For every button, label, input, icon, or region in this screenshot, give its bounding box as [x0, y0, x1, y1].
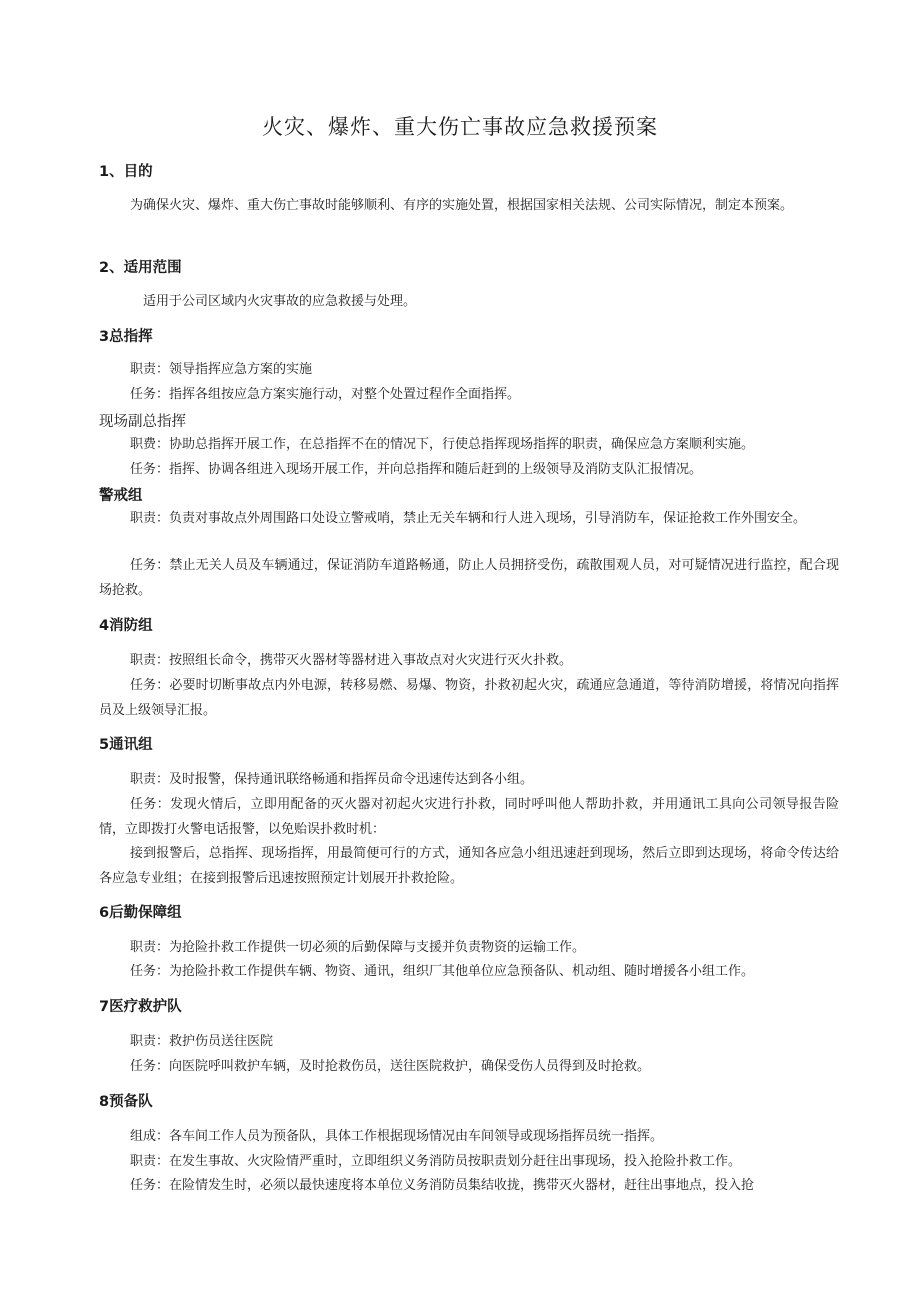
section-4-heading: 4消防组 [99, 618, 153, 634]
section-3-task: 任务：指挥各组按应急方案实施行动，对整个处置过程作全面指挥。 [130, 387, 521, 402]
section-4-duty: 职责：按照组长命令，携带灭火器材等器材进入事故点对火灾进行灭火扑救。 [130, 653, 573, 668]
section-6-heading: 6后勤保障组 [99, 905, 182, 921]
section-2-paragraph: 适用于公司区域内火灾事故的应急救援与处理。 [143, 294, 417, 309]
section-4-task: 任务：必要时切断事故点内外电源，转移易燃、易爆、物资，扑救初起火灾，疏通应急通道，等待消防增援，将情况向指挥员及上级领导汇报。 [99, 678, 839, 718]
deputy-commander-heading: 现场副总指挥 [99, 414, 186, 430]
guard-group-heading: 警戒组 [99, 488, 143, 504]
section-7-heading: 7医疗救护队 [99, 999, 182, 1015]
section-1-paragraph: 为确保火灾、爆炸、重大伤亡事故时能够顺利、有序的实施处置，根据国家相关法规、公司实际情况，制定本预案。 [130, 198, 794, 213]
guard-group-task: 任务：禁止无关人员及车辆通过，保证消防车道路畅通，防止人员拥挤受伤，疏散围观人员，对可疑情况进行监控，配合现场抢救。 [99, 558, 839, 598]
section-6-duty: 职责：为抢险扑救工作提供一切必须的后勤保障与支援并负责物资的运输工作。 [130, 940, 586, 955]
guard-group-duty: 职责：负责对事故点外周围路口处设立警戒哨，禁止无关车辆和行人进入现场，引导消防车，保证抢救工作外围安全。 [130, 511, 807, 526]
section-5-heading: 5通讯组 [99, 737, 153, 753]
section-5-task: 任务：发现火情后，立即用配备的灭火器对初起火灾进行扑救，同时呼叫他人帮助扑救，并用通讯工具向公司领导报告险情，立即拨打火警电话报警，以免贻误扑救时机： [99, 797, 839, 837]
deputy-commander-task: 任务：指挥、协调各组进入现场开展工作，并向总指挥和随后赶到的上级领导及消防支队汇报情况。 [130, 462, 703, 477]
section-6-task: 任务：为抢险扑救工作提供车辆、物资、通讯，组织厂其他单位应急预备队、机动组、随时增援各小组工作。 [130, 964, 755, 979]
section-5-procedure: 接到报警后，总指挥、现场指挥，用最简便可行的方式，通知各应急小组迅速赶到现场，然后立即到达现场，将命令传达给各应急专业组；在接到报警后迅速按照预定计划展开扑救抢险。 [99, 846, 839, 886]
section-2-heading: 2、适用范围 [99, 260, 182, 276]
document-title: 火灾、爆炸、重大伤亡事故应急救援预案 [262, 115, 658, 139]
section-1-heading: 1、目的 [99, 164, 153, 180]
section-3-heading: 3总指挥 [99, 329, 153, 345]
section-8-task: 任务：在险情发生时，必须以最快速度将本单位义务消防员集结收拢，携带灭火器材，赶往出事地点，投入抢 [130, 1178, 755, 1193]
section-3-duty: 职责：领导指挥应急方案的实施 [130, 362, 313, 377]
section-7-duty: 职责：救护伤员送往医院 [130, 1034, 274, 1049]
section-8-heading: 8预备队 [99, 1094, 153, 1110]
section-7-task: 任务：向医院呼叫救护车辆，及时抢救伤员，送往医院救护，确保受伤人员得到及时抢救。 [130, 1059, 651, 1074]
deputy-commander-duty: 职费：协助总指挥开展工作，在总指挥不在的情况下，行使总指挥现场指挥的职责，确保应急方案顺利实施。 [130, 437, 755, 452]
section-8-duty: 职责：在发生事故、火灾险情严重时，立即组织义务消防员按职责划分赶往出事现场，投入抢险扑救工作。 [130, 1154, 742, 1169]
section-5-duty: 职责：及时报警，保持通讯联络畅通和指挥员命令迅速传达到各小组。 [130, 772, 534, 787]
section-8-composition: 组成：各车间工作人员为预备队，具体工作根据现场情况由车间领导或现场指挥员统一指挥。 [130, 1129, 664, 1144]
